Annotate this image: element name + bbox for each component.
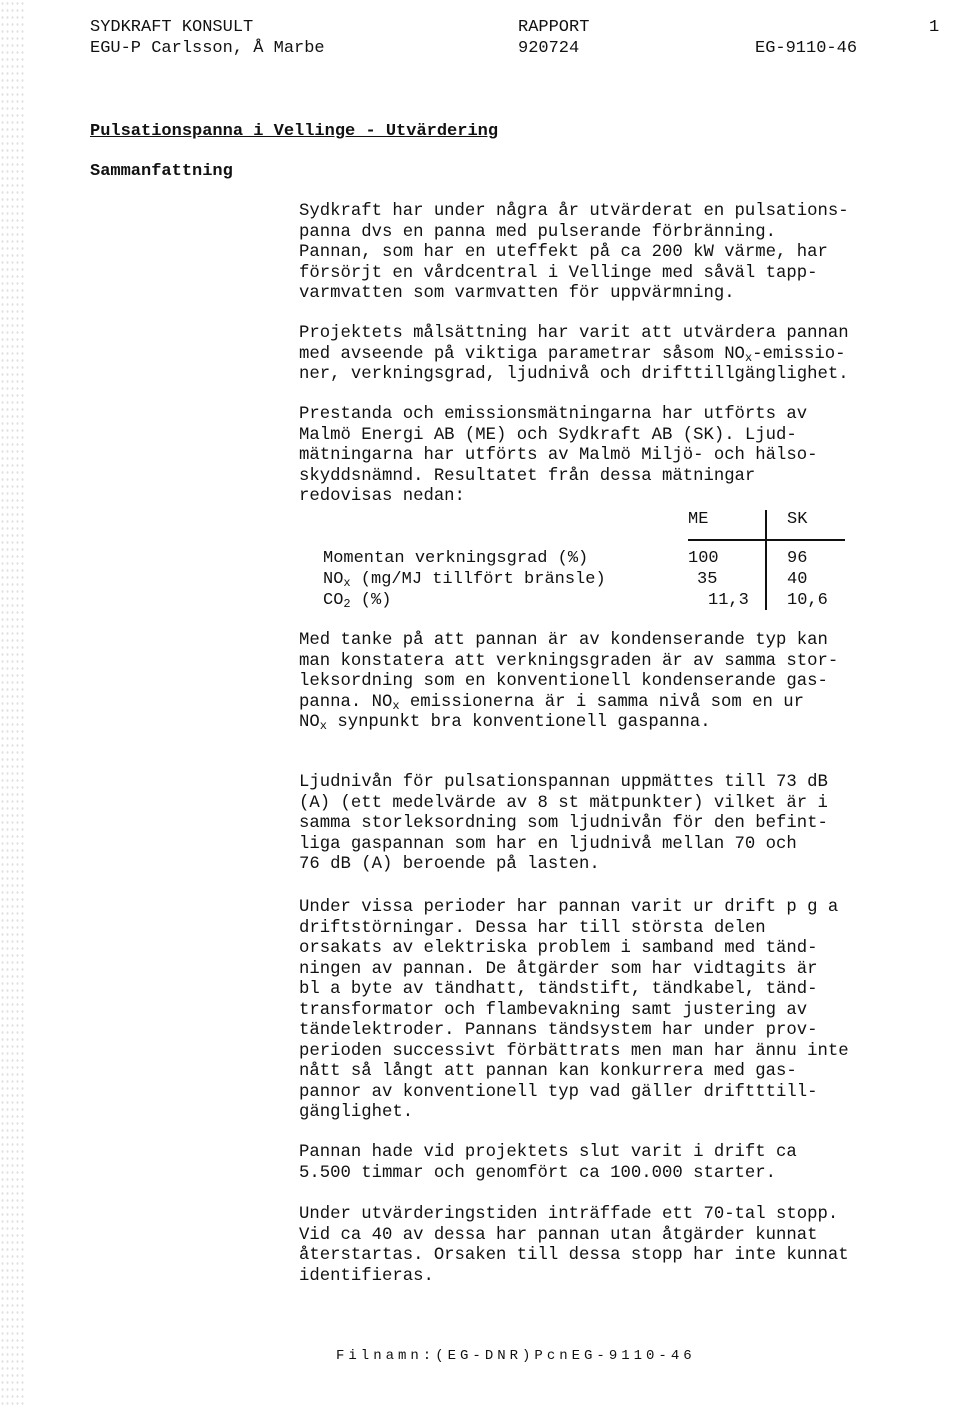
header-authors: EGU-P Carlsson, Å Marbe: [90, 39, 325, 58]
text-line: skyddsnämnd. Resultatet från dessa mätningar: [299, 466, 756, 486]
paragraph-stops: [299, 1205, 939, 1287]
paragraph-operating-hours: [299, 1143, 939, 1184]
table-header-rule: [688, 539, 845, 541]
text-line: Vid ca 40 av dessa har pannan utan åtgärder kunnat: [299, 1225, 818, 1245]
text-line: panna dvs en panna med pulserande förbränning.: [299, 222, 777, 242]
text-line: orsakats av elektriska problem i samband med tänd-: [299, 939, 818, 958]
paragraph-goals: [299, 324, 939, 386]
text-line: leksordning som en konventionell kondenserande gas-: [299, 672, 828, 691]
text-line: 5.500 timmar och genomfört ca 100.000 starter.: [299, 1163, 777, 1183]
text-line: Pannan hade vid projektets slut varit i drift ca: [299, 1143, 797, 1162]
text-line: ner, verkningsgrad, ljudnivå och drifttillgänglighet.: [299, 365, 849, 384]
text-line: försörjt en vårdcentral i Vellinge med såväl tapp-: [299, 263, 818, 283]
text-line: ningen av pannan. De åtgärder som har vidtagits är: [299, 959, 818, 979]
table-row-label: $NO_x$ (mg/MJ tillfört bränsle): [323, 570, 606, 590]
header-company: SYDKRAFT KONSULT: [90, 18, 254, 37]
scan-edge-noise: [0, 0, 26, 1409]
text-line: driftstörningar. Dessa har till största delen: [299, 918, 766, 938]
table-cell-me: 35: [697, 570, 718, 589]
text-line: tändelektroder. Pannans tändsystem har under prov-: [299, 1021, 818, 1040]
text-line: Projektets målsättning har varit att utvärdera pannan: [299, 324, 849, 343]
text-line: bl a byte av tändhatt, tändstift, tändkabel, tänd-: [299, 980, 818, 999]
text-line: panna. $NO_x$ emissionerna är i samma nivå som en ur: [299, 692, 804, 713]
text-line: $NO_x$ synpunkt bra konventionell gaspanna.: [299, 713, 711, 733]
text-line: identifieras.: [299, 1266, 434, 1286]
text-line: mätningarna har utförts av Malmö Miljö- och hälso-: [299, 446, 818, 465]
text-line: pannor av konventionell typ vad gäller driftttill-: [299, 1082, 818, 1102]
text-line: perioden successivt förbättrats men man har ännu inte: [299, 1041, 849, 1061]
section-heading: Sammanfattning: [90, 162, 233, 181]
table-row-label: Momentan verkningsgrad (%): [323, 549, 589, 568]
text-line: (A) (ett medelvärde av 8 st mätpunkter) vilket är i: [299, 793, 828, 813]
text-line: Under vissa perioder har pannan varit ur drift p g a: [299, 898, 839, 917]
text-line: Malmö Energi AB (ME) och Sydkraft AB (SK). Ljud-: [299, 425, 797, 445]
text-line: Under utvärderingstiden inträffade ett 70-tal stopp.: [299, 1205, 839, 1224]
text-line: 76 dB (A) beroende på lasten.: [299, 855, 600, 874]
text-line: transformator och flambevakning samt justering av: [299, 1000, 808, 1020]
paragraph-downtime: [299, 898, 939, 1124]
text-line: Ljudnivån för pulsationspannan uppmättes till 73 dB: [299, 773, 828, 792]
table-header-sk: SK: [787, 510, 808, 529]
header-doc-type: RAPPORT: [518, 18, 590, 37]
text-line: man konstatera att verkningsgraden är av samma stor-: [299, 651, 839, 671]
paragraph-measurements: [299, 405, 939, 508]
document-title: Pulsationspanna i Vellinge - Utvärdering: [90, 122, 499, 141]
text-line: samma storleksordning som ljudnivån för den befint-: [299, 814, 828, 833]
table-row-label: $CO_2$ (%): [323, 591, 392, 611]
text-line: nått så långt att pannan kan konkurrera med gas-: [299, 1062, 797, 1081]
table-cell-me: 11,3: [708, 591, 749, 610]
text-line: varmvatten som varmvatten för uppvärmning.: [299, 284, 735, 303]
text-line: Pannan, som har en uteffekt på ca 200 kW värme, har: [299, 243, 828, 262]
text-line: gänglighet.: [299, 1103, 414, 1122]
footer-filename: Filnamn:(EG-DNR)PcnEG-9110-46: [336, 1348, 696, 1364]
header-date: 920724: [518, 39, 580, 58]
text-line: Med tanke på att pannan är av kondenserande typ kan: [299, 631, 828, 650]
table-header-me: ME: [688, 510, 709, 529]
text-line: återstartas. Orsaken till dessa stopp har inte kunnat: [299, 1246, 849, 1265]
table-cell-sk: 40: [787, 570, 808, 589]
paragraph-conclusion-efficiency: [299, 631, 939, 734]
text-line: redovisas nedan:: [299, 487, 465, 506]
paragraph-noise: [299, 773, 939, 876]
text-line: med avseende på viktiga parametrar såsom $NO_x-emissio-$: [299, 344, 846, 365]
text-line: liga gaspannan som har en ljudnivå mellan 70 och: [299, 834, 797, 854]
paragraph-intro: [299, 202, 939, 305]
text-line: Prestanda och emissionsmätningarna har utförts av: [299, 405, 808, 424]
table-cell-sk: 96: [787, 549, 808, 568]
header-page-number: 1: [929, 18, 940, 37]
text-line: Sydkraft har under några år utvärderat en pulsations-: [299, 202, 849, 221]
table-cell-me: 100: [688, 549, 719, 568]
table-cell-sk: 10,6: [787, 591, 828, 610]
header-doc-id: EG-9110-46: [755, 39, 858, 58]
table-column-divider: [765, 510, 767, 610]
